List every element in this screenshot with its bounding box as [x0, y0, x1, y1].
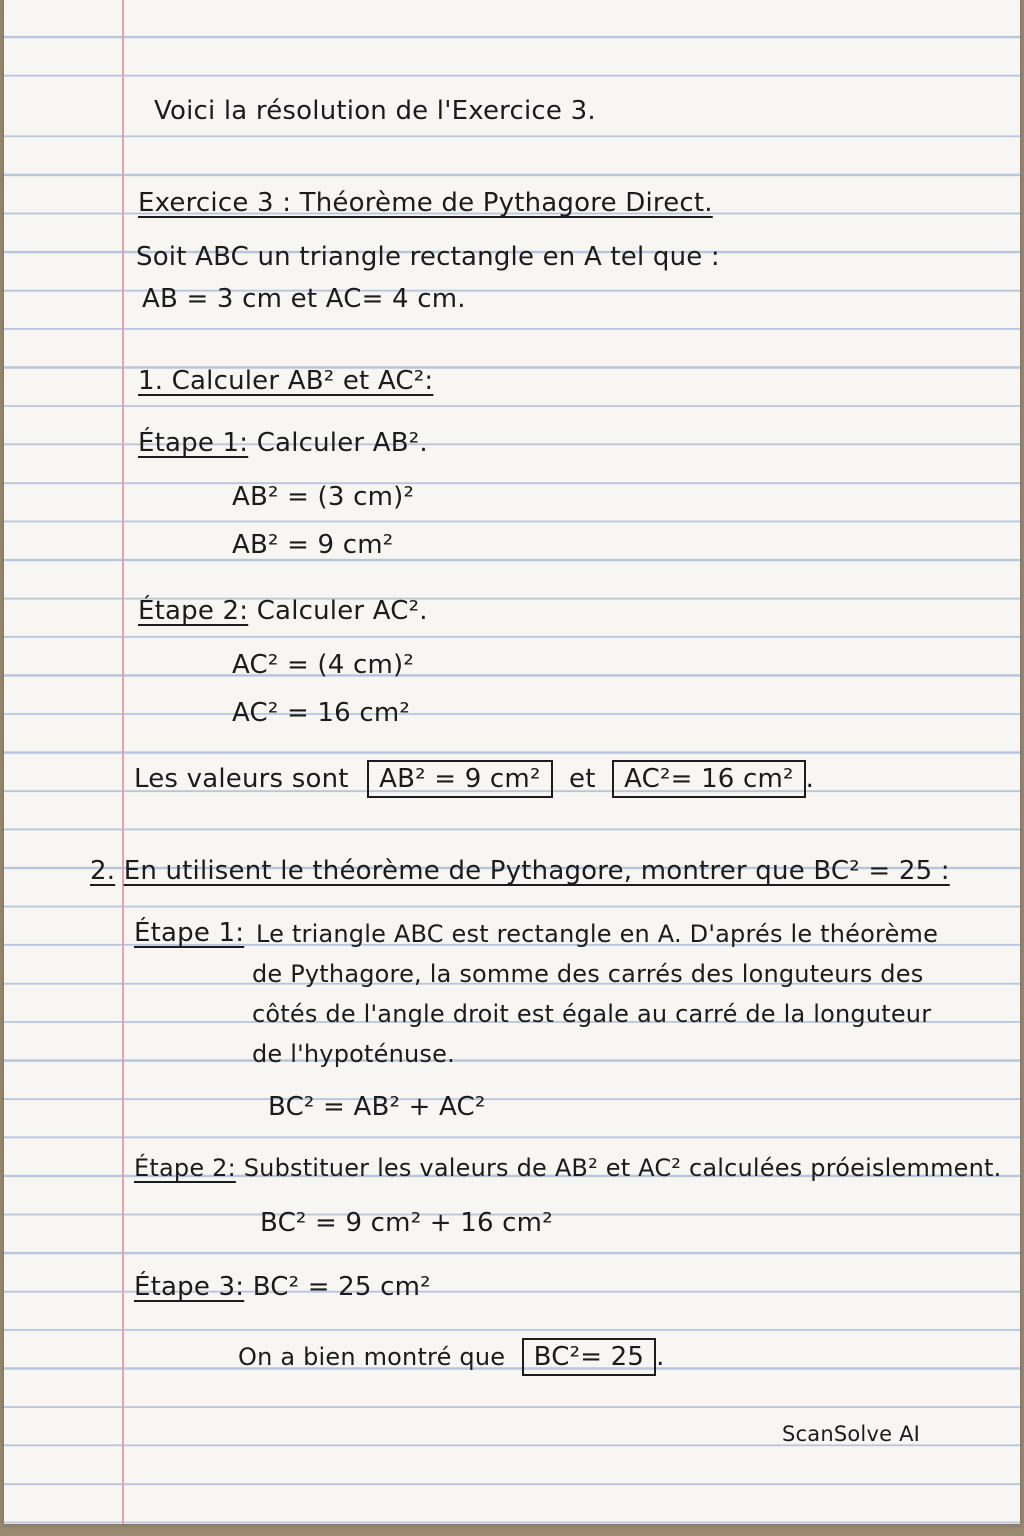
exercise-statement-line1: Soit ABC un triangle rectangle en A tel que :	[136, 242, 720, 272]
part1-step2	[138, 596, 428, 626]
conclusion-suffix: .	[656, 1342, 665, 1372]
part1-step1-eq1: AB² = (3 cm)²	[232, 482, 415, 512]
step-label: Étape 2:	[138, 596, 249, 626]
part2-step2	[134, 1154, 1001, 1182]
exercise-title: Exercice 3 : Théorème de Pythagore Direct.	[138, 188, 713, 218]
conclusion	[238, 1338, 665, 1376]
margin-line	[122, 0, 124, 1524]
step-text: Calculer AC².	[256, 596, 428, 626]
step-text: Calculer AB².	[256, 428, 428, 458]
part2-step1-eq: BC² = AB² + AC²	[268, 1092, 486, 1122]
part2-step2-eq: BC² = 9 cm² + 16 cm²	[260, 1208, 553, 1238]
step-label: Étape 2:	[134, 1154, 236, 1182]
part1-step1-eq2: AB² = 9 cm²	[232, 530, 394, 560]
result-box-ac: AC²= 16 cm²	[612, 760, 806, 798]
result-box-ab: AB² = 9 cm²	[367, 760, 552, 798]
conclusion-prefix: On a bien montré que	[238, 1343, 506, 1371]
part2-step1-line2: de Pythagore, la somme des carrés des longuteurs des	[252, 960, 924, 988]
part1-step1	[138, 428, 428, 458]
part2-step1-label	[134, 918, 244, 948]
intro-text: Voici la résolution de l'Exercice 3.	[154, 96, 596, 126]
result-suffix: .	[805, 764, 815, 794]
part2-number: 2.	[90, 856, 116, 886]
part1-step2-eq1: AC² = (4 cm)²	[232, 650, 414, 680]
step-label: Étape 3:	[134, 1272, 245, 1302]
result-prefix: Les valeurs sont	[134, 764, 349, 794]
part2-step1-line1: Le triangle ABC est rectangle en A. D'aprés le théorème	[256, 920, 939, 948]
conclusion-box: BC²= 25	[522, 1338, 657, 1376]
result-middle: et	[569, 764, 596, 794]
part2-step1-line3: côtés de l'angle droit est égale au carré de la longuteur	[252, 1000, 932, 1028]
notebook-page	[4, 0, 1020, 1524]
step-label: Étape 1:	[134, 918, 245, 948]
part1-step2-eq2: AC² = 16 cm²	[232, 698, 411, 728]
step-eq: BC² = 25 cm²	[252, 1272, 431, 1302]
part1-result	[134, 760, 814, 798]
part2-heading-row	[90, 856, 950, 886]
part2-heading: En utilisent le théorème de Pythagore, montrer que BC² = 25 :	[123, 856, 950, 886]
exercise-statement-line2: AB = 3 cm et AC= 4 cm.	[142, 284, 466, 314]
step-label: Étape 1:	[138, 428, 249, 458]
signature: ScanSolve AI	[782, 1422, 921, 1446]
part2-step1-line4: de l'hypoténuse.	[252, 1040, 455, 1068]
part2-step3	[134, 1272, 431, 1302]
step-text: Substituer les valeurs de AB² et AC² calculées próeislemment.	[243, 1154, 1002, 1182]
part1-heading: 1. Calculer AB² et AC²:	[138, 366, 434, 396]
